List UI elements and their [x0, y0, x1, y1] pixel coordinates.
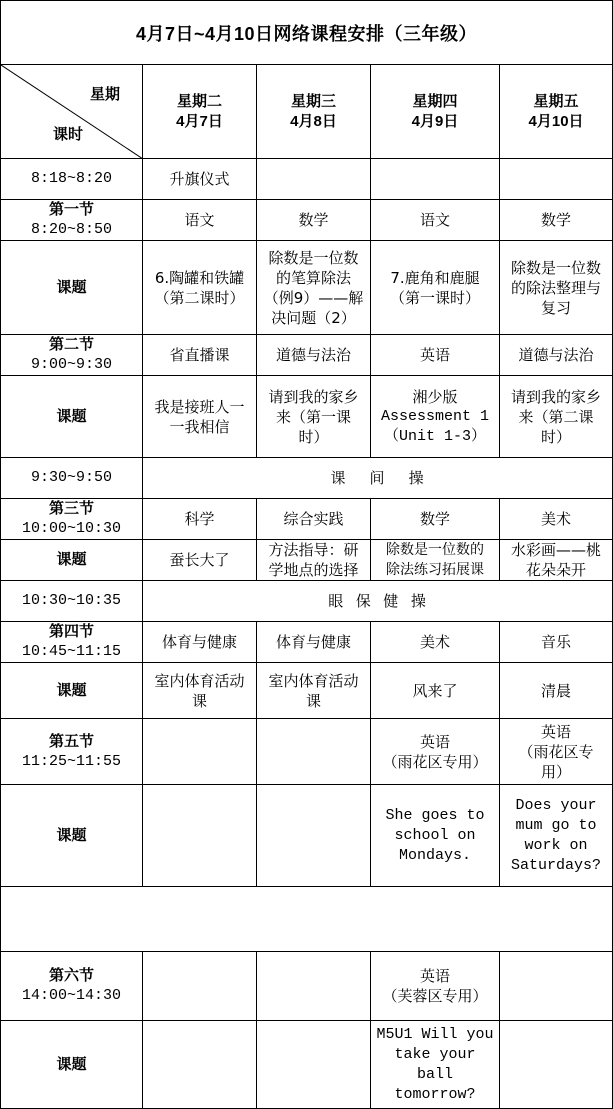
subject-cell: 美术	[500, 499, 613, 540]
topic-row	[1, 663, 613, 719]
period-row	[1, 200, 613, 241]
empty-cell	[257, 952, 371, 1021]
subject-cell: 体育与健康	[143, 622, 257, 663]
day-header: 星期四 4月9日	[371, 65, 500, 159]
corner-header	[1, 65, 143, 159]
day-header: 星期五 4月10日	[500, 65, 613, 159]
empty-cell	[500, 952, 613, 1021]
topic-cell: 水彩画——桃 花朵朵开	[500, 540, 613, 581]
subject-cell: 体育与健康	[257, 622, 371, 663]
empty-cell	[371, 159, 500, 200]
period-label: 第三节 10:00~10:30	[1, 499, 143, 540]
topic-cell: M5U1 Will you take your ball tomorrow?	[371, 1021, 500, 1109]
period-row	[1, 335, 613, 376]
period-row	[1, 952, 613, 1021]
time-cell: 8:18~8:20	[1, 159, 143, 200]
subject-cell: 英语 （芙蓉区专用）	[371, 952, 500, 1021]
period-label: 第二节 9:00~9:30	[1, 335, 143, 376]
empty-cell	[257, 1021, 371, 1109]
diagonal-divider	[1, 65, 143, 159]
period-row	[1, 719, 613, 785]
topic-row	[1, 785, 613, 887]
empty-cell	[257, 719, 371, 785]
topic-row	[1, 241, 613, 335]
topic-cell: 请到我的家乡 来（第二课 时）	[500, 376, 613, 458]
period-label: 第一节 8:20~8:50	[1, 200, 143, 241]
topic-cell: 除数是一位数的 除法练习拓展课	[371, 540, 500, 581]
subject-cell: 道德与法治	[257, 335, 371, 376]
break-event-cell: 眼 保 健 操	[143, 581, 613, 622]
topic-cell: 清晨	[500, 663, 613, 719]
subject-cell: 英语	[371, 335, 500, 376]
time-cell: 9:30~9:50	[1, 458, 143, 499]
exercise-break-row	[1, 458, 613, 499]
topic-row	[1, 540, 613, 581]
day-header: 星期三 4月8日	[257, 65, 371, 159]
weekday-axis-label: 星期	[89, 86, 120, 103]
subject-cell: 综合实践	[257, 499, 371, 540]
lunch-gap-row	[1, 887, 613, 952]
topic-row	[1, 1021, 613, 1109]
empty-cell	[500, 1021, 613, 1109]
topic-cell: 方法指导：研 学地点的选择	[257, 540, 371, 581]
topic-row	[1, 376, 613, 458]
empty-cell	[143, 952, 257, 1021]
topic-cell: She goes to school on Mondays.	[371, 785, 500, 887]
topic-cell: 风来了	[371, 663, 500, 719]
period-label: 第六节 14:00~14:30	[1, 952, 143, 1021]
empty-cell	[143, 785, 257, 887]
topic-cell: 除数是一位数 的除法整理与 复习	[500, 241, 613, 335]
topic-cell: 蚕长大了	[143, 540, 257, 581]
topic-label: 课题	[1, 540, 143, 581]
topic-label: 课题	[1, 1021, 143, 1109]
topic-cell: 室内体育活动 课	[257, 663, 371, 719]
empty-cell	[257, 159, 371, 200]
empty-cell	[143, 719, 257, 785]
subject-cell: 数学	[371, 499, 500, 540]
time-cell: 10:30~10:35	[1, 581, 143, 622]
subject-cell: 省直播课	[143, 335, 257, 376]
day-header: 星期二 4月7日	[143, 65, 257, 159]
period-axis-label: 课时	[53, 126, 84, 143]
subject-cell: 英语 （雨花区专 用）	[500, 719, 613, 785]
break-event-cell: 课 间 操	[143, 458, 613, 499]
eye-exercise-row	[1, 581, 613, 622]
period-row	[1, 499, 613, 540]
flag-ceremony-row	[1, 159, 613, 200]
empty-gap-cell	[1, 887, 613, 952]
period-label: 第五节 11:25~11:55	[1, 719, 143, 785]
subject-cell: 美术	[371, 622, 500, 663]
topic-cell: 湘少版 Assessment 1 （Unit 1-3）	[371, 376, 500, 458]
subject-cell: 数学	[257, 200, 371, 241]
empty-cell	[500, 159, 613, 200]
subject-cell: 数学	[500, 200, 613, 241]
subject-cell: 语文	[143, 200, 257, 241]
topic-cell: 7.鹿角和鹿腿 （第一课时）	[371, 241, 500, 335]
topic-cell: 6.陶罐和铁罐 （第二课时）	[143, 241, 257, 335]
subject-cell: 英语 （雨花区专用）	[371, 719, 500, 785]
subject-cell: 音乐	[500, 622, 613, 663]
topic-cell: 请到我的家乡 来（第一课 时）	[257, 376, 371, 458]
empty-cell	[143, 1021, 257, 1109]
topic-cell: 室内体育活动 课	[143, 663, 257, 719]
topic-label: 课题	[1, 241, 143, 335]
subject-cell: 道德与法治	[500, 335, 613, 376]
topic-cell: Does your mum go to work on Saturdays?	[500, 785, 613, 887]
period-label: 第四节 10:45~11:15	[1, 622, 143, 663]
topic-label: 课题	[1, 785, 143, 887]
topic-cell: 除数是一位数 的笔算除法 （例9）——解 决问题（2）	[257, 241, 371, 335]
topic-label: 课题	[1, 663, 143, 719]
flag-ceremony-cell: 升旗仪式	[143, 159, 257, 200]
topic-cell: 我是接班人一 一我相信	[143, 376, 257, 458]
empty-cell	[257, 785, 371, 887]
period-row	[1, 622, 613, 663]
subject-cell: 科学	[143, 499, 257, 540]
subject-cell: 语文	[371, 200, 500, 241]
topic-label: 课题	[1, 376, 143, 458]
page-title: 4月7日~4月10日网络课程安排（三年级）	[1, 1, 613, 65]
